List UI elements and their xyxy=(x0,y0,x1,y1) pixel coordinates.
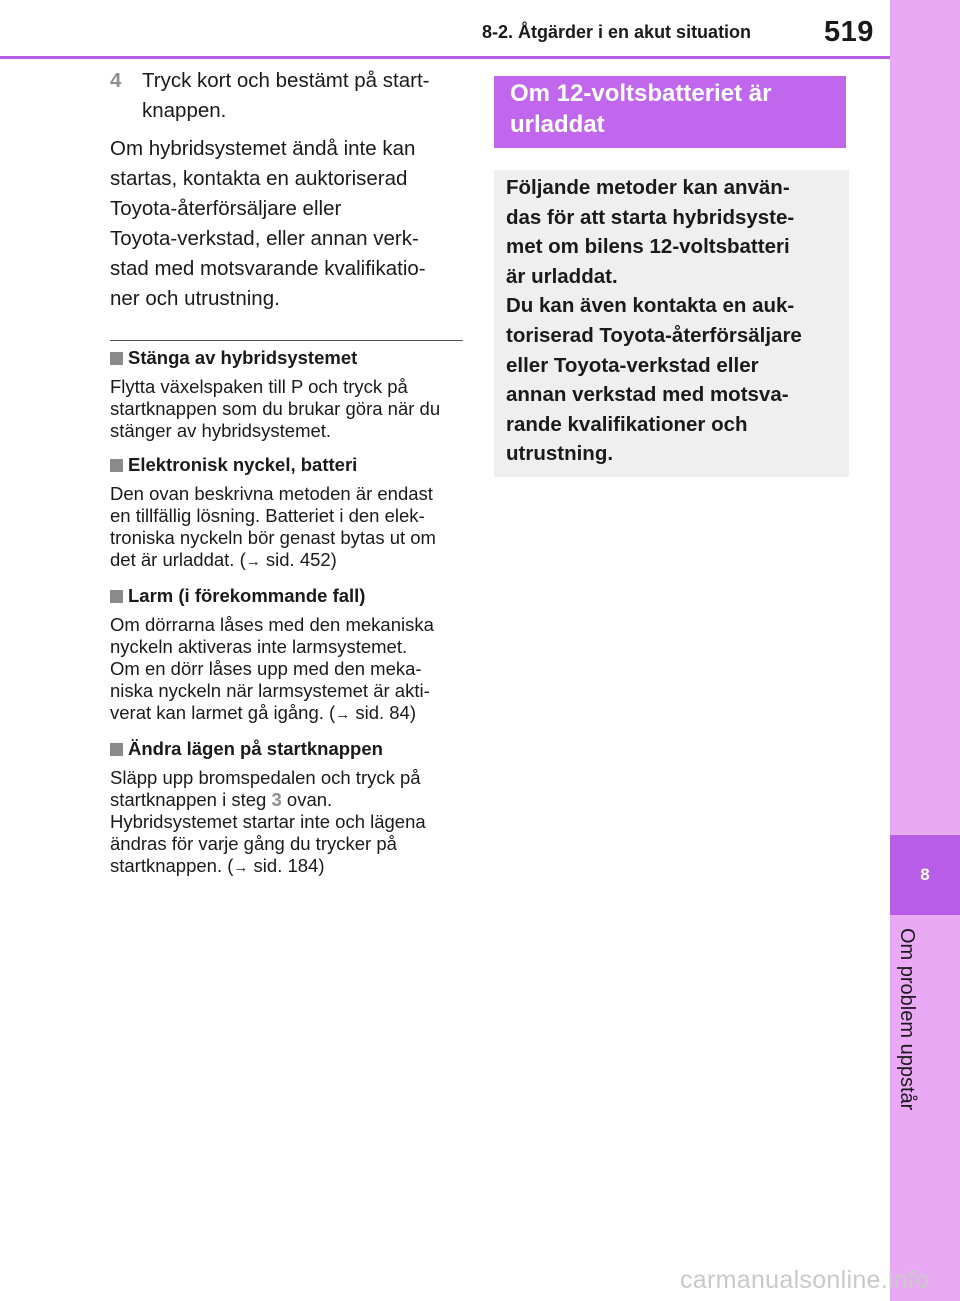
note-line: nyckeln aktiveras inte larmsystemet. xyxy=(110,636,408,657)
arrow-right-icon: → xyxy=(233,859,249,876)
section-title: 8-2. Åtgärder i en akut situation xyxy=(482,22,752,42)
note-line xyxy=(110,855,463,879)
step-ref-number: 3 xyxy=(271,789,282,810)
box-line: toriserad Toyota-återförsäljare xyxy=(506,323,802,347)
ref-prefix: det är urladdat. ( xyxy=(110,549,246,570)
note-line: stänger av hybridsystemet. xyxy=(110,420,332,441)
note-body xyxy=(110,767,463,879)
square-bullet-icon xyxy=(110,459,123,472)
chapter-number-tab: 8 xyxy=(890,835,960,915)
note-text: startknappen i steg xyxy=(110,789,272,810)
paragraph-line: stad med motsvarande kvalifikatio- xyxy=(110,257,426,280)
note-line: en tillfällig lösning. Batteriet i den elek- xyxy=(110,505,425,526)
note-line: Om en dörr låses upp med den meka- xyxy=(110,658,422,679)
note-line: niska nyckeln när larmsystemet är akti- xyxy=(110,680,430,701)
heading-line: urladdat xyxy=(510,111,605,138)
note-electronic-key-battery xyxy=(110,454,463,573)
note-line: Flytta växelspaken till P och tryck på xyxy=(110,376,408,397)
note-body xyxy=(110,376,463,442)
paragraph-line: Toyota-verkstad, eller annan verk- xyxy=(110,227,419,250)
body-paragraph xyxy=(110,134,463,314)
heading-line: Om 12-voltsbatteriet är xyxy=(510,80,772,107)
box-line: är urladdat. xyxy=(506,264,618,288)
note-body xyxy=(110,483,463,573)
box-line: eller Toyota-verkstad eller xyxy=(506,353,759,377)
note-line xyxy=(110,702,463,726)
box-line: annan verkstad med motsva- xyxy=(506,383,789,407)
box-line: met om bilens 12-voltsbatteri xyxy=(506,235,790,259)
arrow-right-icon: → xyxy=(245,553,261,570)
note-line: ändras för varje gång du trycker på xyxy=(110,833,397,854)
box-line: Följande metoder kan använ- xyxy=(506,176,790,199)
step-4 xyxy=(110,66,463,126)
note-line: Släpp upp bromspedalen och tryck på xyxy=(110,767,421,788)
note-title: Ändra lägen på startknappen xyxy=(128,738,383,759)
note-line: Den ovan beskrivna metoden är endast xyxy=(110,483,433,504)
box-line: das för att starta hybridsyste- xyxy=(506,205,795,229)
ref-prefix: verat kan larmet gå igång. ( xyxy=(110,702,336,723)
chapter-title: Om problem uppstår xyxy=(896,928,918,1111)
watermark: carmanualsonline.info xyxy=(680,1266,930,1294)
note-line xyxy=(110,789,463,811)
note-title: Stänga av hybridsystemet xyxy=(128,347,358,368)
paragraph-line: Om hybridsystemet ändå inte kan xyxy=(110,137,416,160)
note-line: Om dörrarna låses med den mekaniska xyxy=(110,614,434,635)
box-line: Du kan även kontakta en auk- xyxy=(506,294,795,318)
section-divider xyxy=(110,340,463,341)
page-ref-link[interactable]: sid. 452) xyxy=(260,549,337,570)
box-line: rande kvalifikationer och xyxy=(506,412,748,436)
step-number: 4 xyxy=(110,69,122,92)
note-heading xyxy=(110,347,463,369)
note-heading xyxy=(110,454,463,476)
ref-prefix: startknappen. ( xyxy=(110,855,234,876)
header-rule xyxy=(0,56,890,59)
note-start-button-modes xyxy=(110,738,463,879)
paragraph-line: Toyota-återförsäljare eller xyxy=(110,197,342,220)
note-line: startknappen som du brukar göra när du xyxy=(110,398,441,419)
paragraph-line: ner och utrustning. xyxy=(110,287,280,310)
box-paragraph xyxy=(506,173,837,469)
note-heading xyxy=(110,585,463,607)
step-line: Tryck kort och bestämt på start- xyxy=(142,69,430,92)
page-ref-link[interactable]: sid. 84) xyxy=(350,702,417,723)
left-column xyxy=(110,66,463,879)
paragraph-line: startas, kontakta en auktoriserad xyxy=(110,167,408,190)
page-ref-link[interactable]: sid. 184) xyxy=(248,855,325,876)
note-alarm xyxy=(110,585,463,726)
note-text: ovan. xyxy=(281,789,333,810)
square-bullet-icon xyxy=(110,352,123,365)
note-heading xyxy=(110,738,463,760)
battery-info-box xyxy=(494,170,849,477)
note-line xyxy=(110,549,463,573)
note-body xyxy=(110,614,463,726)
note-title: Larm (i förekommande fall) xyxy=(128,585,366,606)
note-turn-off-hybrid xyxy=(110,347,463,442)
battery-heading-box xyxy=(494,76,846,148)
box-line: utrustning. xyxy=(506,442,614,466)
note-line: troniska nyckeln bör genast bytas ut om xyxy=(110,527,436,548)
step-line: knappen. xyxy=(142,99,227,122)
square-bullet-icon xyxy=(110,590,123,603)
square-bullet-icon xyxy=(110,743,123,756)
note-line: Hybridsystemet startar inte och lägena xyxy=(110,811,426,832)
note-title: Elektronisk nyckel, batteri xyxy=(128,454,358,475)
page-number: 519 xyxy=(824,16,874,48)
arrow-right-icon: → xyxy=(335,706,351,723)
